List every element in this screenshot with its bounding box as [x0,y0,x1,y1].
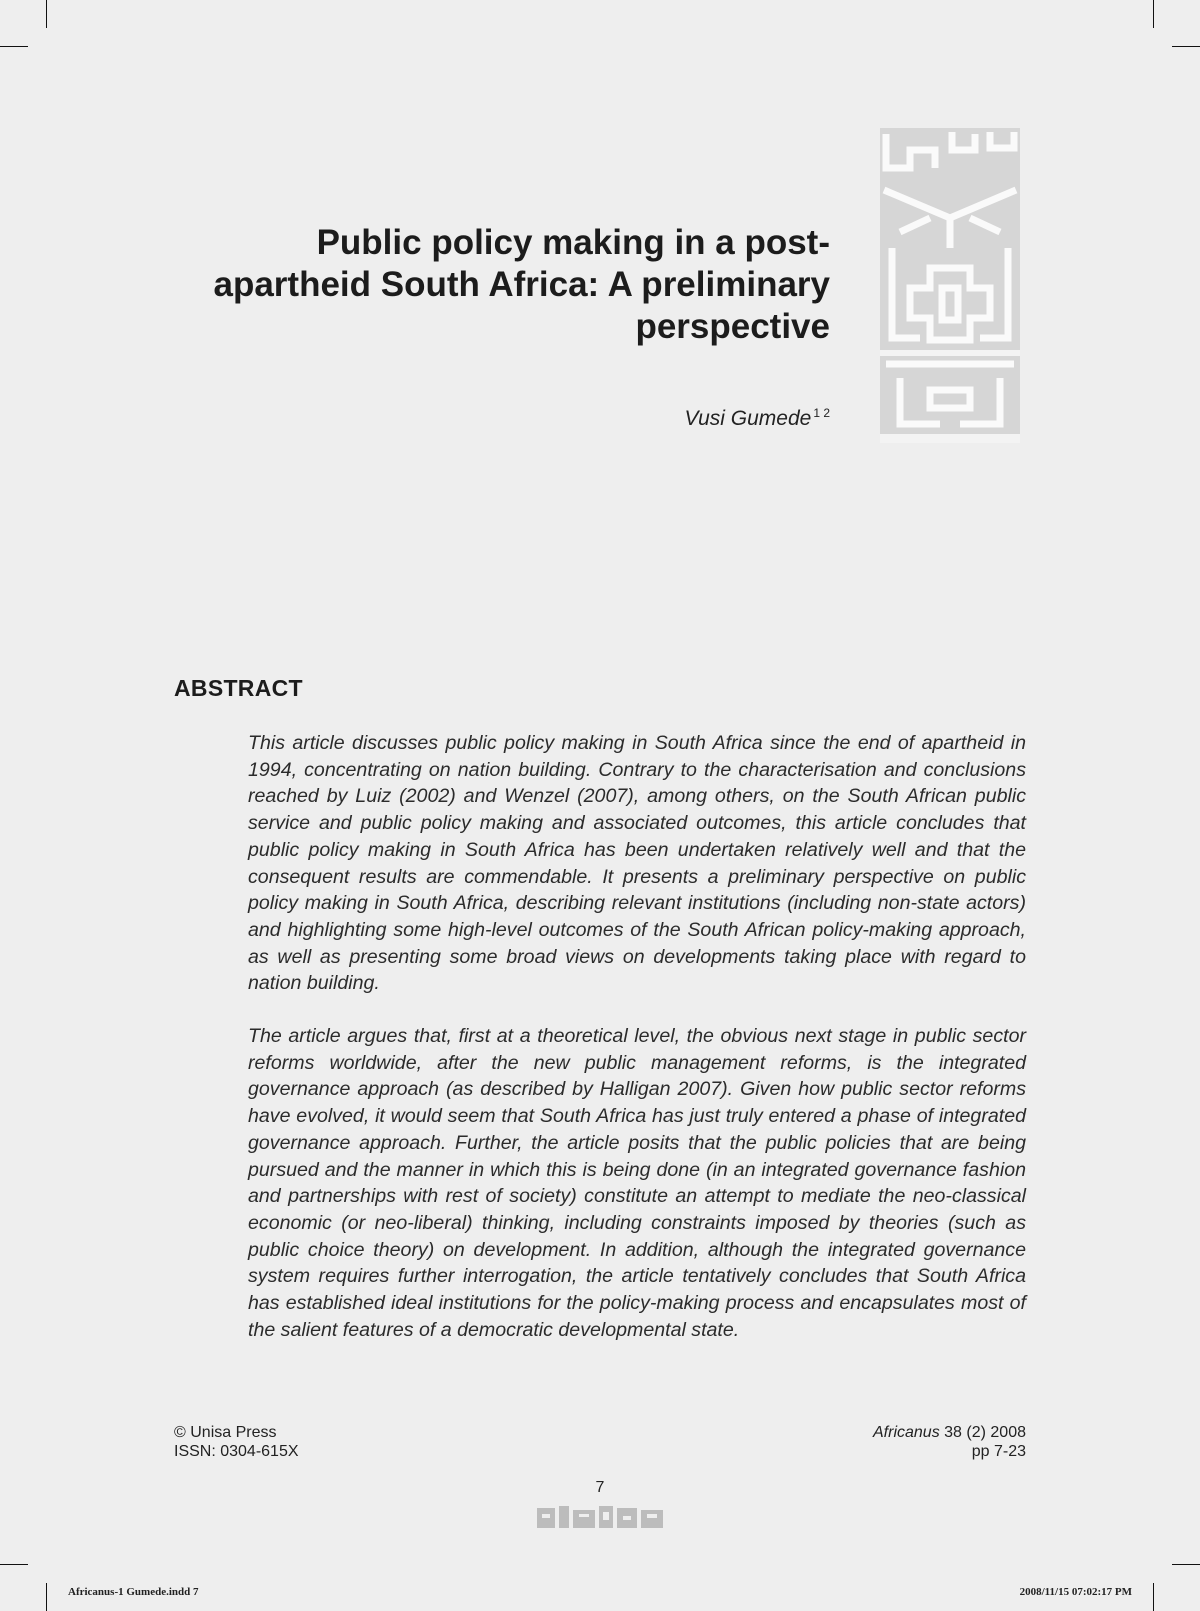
journal-volume: 38 (2) 2008 [944,1424,1026,1441]
crop-mark-top-left-h [0,46,28,47]
crop-mark-top-right-h [1172,46,1200,47]
journal-citation [873,1423,1026,1442]
author-footnote-marks: 1 2 [813,406,830,420]
page-range: pp 7-23 [971,1443,1026,1460]
abstract-heading: ABSTRACT [174,675,303,701]
crop-mark-bottom-right-h [1172,1564,1200,1565]
journal-info [873,1423,1026,1461]
abstract-paragraph-1: This article discusses public policy making in South Africa since the end of apartheid in 1994, concentrating on nation building. Contrary to the characterisation and conclusions reached by Luiz (2002) and Wenzel (2007), among others, on the South African public service and public policy making and associated outcomes, this article concludes that public policy making in South Africa has been undertaken relatively well and that the consequent results are commendable. It presents a preliminary perspective on public policy making in South Africa, describing relevant institutions (including non-state actors) and highlighting some high-level outcomes of the South African policy-making approach, as well as presenting some broad views on developments taking place with regard to nation building. [248,732,1026,995]
author-name-text: Vusi Gumede [684,407,812,430]
article-title: Public policy making in a post-apartheid South Africa: A preliminary perspective [213,223,830,346]
issn: ISSN: 0304-615X [174,1443,299,1460]
footer-pattern-logo [537,1502,663,1532]
publisher-name: © Unisa Press [174,1424,277,1441]
crop-mark-top-left-v [46,0,47,28]
crop-mark-top-right-v [1153,0,1154,28]
publisher-info [174,1423,299,1461]
crop-mark-bottom-left-h [0,1564,28,1565]
crop-mark-bottom-right-v [1153,1583,1154,1611]
journal-name: Africanus [873,1424,940,1441]
journal-pattern-emblem [880,128,1020,443]
page-number: 7 [595,1479,605,1496]
author-name [684,406,830,431]
abstract-paragraph-2: The article argues that, first at a theoretical level, the obvious next stage in public sector reforms worldwide, after the new public management reforms, is the integrated governance approach (as described by Halligan 2007). Given how public sector reforms have evolved, it would seem that South Africa has just truly entered a phase of integrated governance approach. Further, the article posits that the public policies that are being pursued and the manner in which this is being done (in an integrated governance fashion and partnerships with rest of society) constitute an attempt to mediate the neo-classical economic (or neo-liberal) thinking, including constraints imposed by theories (such as public choice theory) on development. In addition, although the integrated governance system requires further interrogation, the article tentatively concludes that South Africa has established ideal institutions for the policy-making process and encapsulates most of the salient features of a democratic developmental state. [248,1025,1026,1341]
abstract-body [248,730,1026,1369]
print-slug-timestamp: 2008/11/15 07:02:17 PM [1019,1586,1132,1598]
crop-mark-bottom-left-v [46,1583,47,1611]
print-slug-file: Africanus-1 Gumede.indd 7 [68,1586,199,1598]
